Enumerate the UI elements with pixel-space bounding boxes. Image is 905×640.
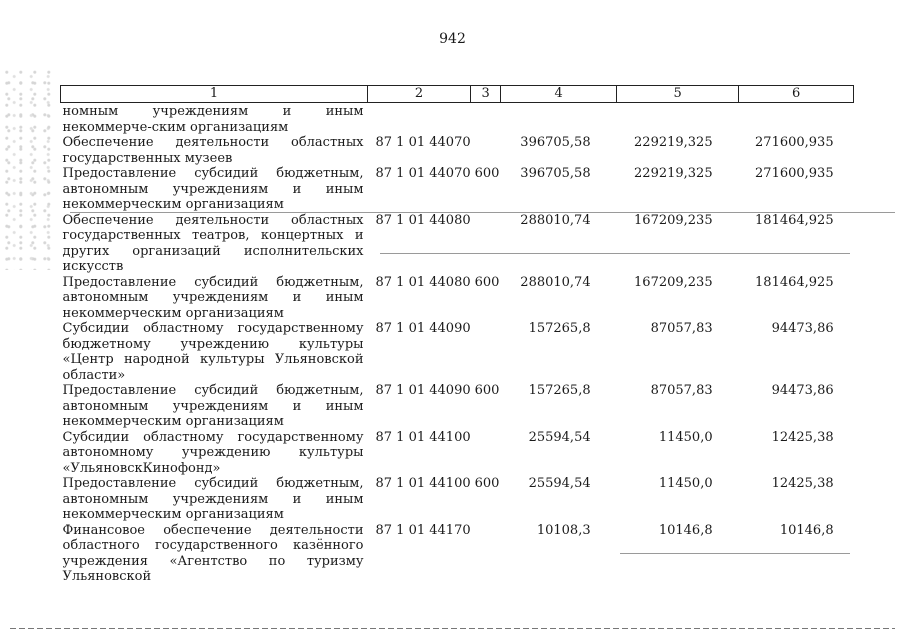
row-name: Финансовое обеспечение деятельности областного государственного казённого учреждения «Агентство по туризму Ульяновской [62,522,364,584]
row-value-6: 271600,935 [755,135,834,150]
row-type [471,135,501,166]
table-header-row [61,86,854,103]
header-col-5: 5 [617,86,739,103]
scan-rule-line [620,553,850,554]
row-value-6: 94473,86 [771,383,834,398]
row-code: 87 1 01 44090 [375,383,471,398]
header-col-4: 4 [501,86,617,103]
row-value-5: 87057,83 [650,321,713,336]
scan-margin-noise [4,70,54,270]
row-value-5: 167209,235 [634,212,713,228]
row-code: 87 1 01 44100 [375,476,471,491]
row-name: Предоставление субсидий бюджетным, автономным учреждениям и иным некоммерческим организациям [62,166,364,212]
row-value-4: 396705,58 [520,135,591,150]
row-value-4 [501,103,617,136]
budget-table [60,85,854,585]
row-type: 600 [474,274,500,290]
row-value-5 [617,103,739,136]
row-name: Обеспечение деятельности областных государственных музеев [62,135,364,166]
row-code: 87 1 01 44080 [375,212,471,228]
row-code: 87 1 01 44170 [375,522,471,538]
header-col-2: 2 [368,86,471,103]
row-code: 87 1 01 44100 [375,429,471,445]
row-value-5: 87057,83 [650,383,713,398]
table-row [61,321,854,383]
table-row [61,383,854,430]
header-col-3: 3 [471,86,501,103]
row-type [471,430,501,477]
row-value-6: 181464,925 [755,274,834,290]
row-name: номным учреждениям и иным некоммерче-ским организациям [62,104,364,135]
row-value-4: 157265,8 [528,383,591,398]
row-value-6: 10146,8 [779,522,834,538]
row-value-4: 10108,3 [536,522,591,538]
row-name: Субсидии областному государственному бюджетному учреждению культуры «Центр народной культуры Ульяновской области» [62,321,364,383]
row-value-5: 11450,0 [658,429,713,445]
row-type: 600 [474,166,500,181]
row-value-4: 25594,54 [528,429,591,445]
scan-rule-line [70,212,895,213]
row-value-6: 12425,38 [771,429,834,445]
row-code: 87 1 01 44070 [375,166,471,181]
row-value-5: 11450,0 [658,476,713,491]
table-row [61,213,854,275]
scan-bottom-line [10,628,895,629]
row-type: 600 [474,383,500,398]
table-row [61,476,854,523]
row-type [471,213,501,275]
row-value-4: 288010,74 [520,274,591,290]
row-name: Субсидии областному государственному автономному учреждению культуры «УльяновскКинофонд» [62,429,364,476]
row-value-6: 271600,935 [755,166,834,181]
row-value-4: 157265,8 [528,321,591,336]
table-row [61,166,854,213]
row-value-5: 167209,235 [634,274,713,290]
table-row [61,275,854,322]
row-name: Предоставление субсидий бюджетным, автономным учреждениям и иным некоммерческим организациям [62,476,364,522]
row-value-4: 396705,58 [520,166,591,181]
table-row [61,103,854,136]
row-value-6 [739,103,854,136]
header-col-1: 1 [61,86,368,103]
header-col-6: 6 [739,86,854,103]
row-type [471,103,501,136]
row-code: 87 1 01 44070 [375,135,471,150]
row-value-4: 288010,74 [520,212,591,228]
row-type [471,321,501,383]
row-value-5: 10146,8 [658,522,713,538]
row-name: Предоставление субсидий бюджетным, автономным учреждениям и иным некоммерческим организациям [62,274,364,321]
scan-rule-line [380,253,850,254]
row-code: 87 1 01 44090 [375,321,471,336]
row-value-6: 12425,38 [771,476,834,491]
page-number: 942 [439,31,466,47]
row-type: 600 [474,476,500,491]
row-value-5: 229219,325 [634,166,713,181]
row-code [368,103,471,136]
table-row [61,135,854,166]
row-value-6: 94473,86 [771,321,834,336]
row-value-6: 181464,925 [755,212,834,228]
table-row [61,430,854,477]
row-code: 87 1 01 44080 [375,274,471,290]
row-type [471,523,501,585]
row-value-5: 229219,325 [634,135,713,150]
row-name: Обеспечение деятельности областных государственных театров, концертных и других организаций исполнительских искусств [62,212,364,274]
row-value-4: 25594,54 [528,476,591,491]
row-name: Предоставление субсидий бюджетным, автономным учреждениям и иным некоммерческим организациям [62,383,364,429]
